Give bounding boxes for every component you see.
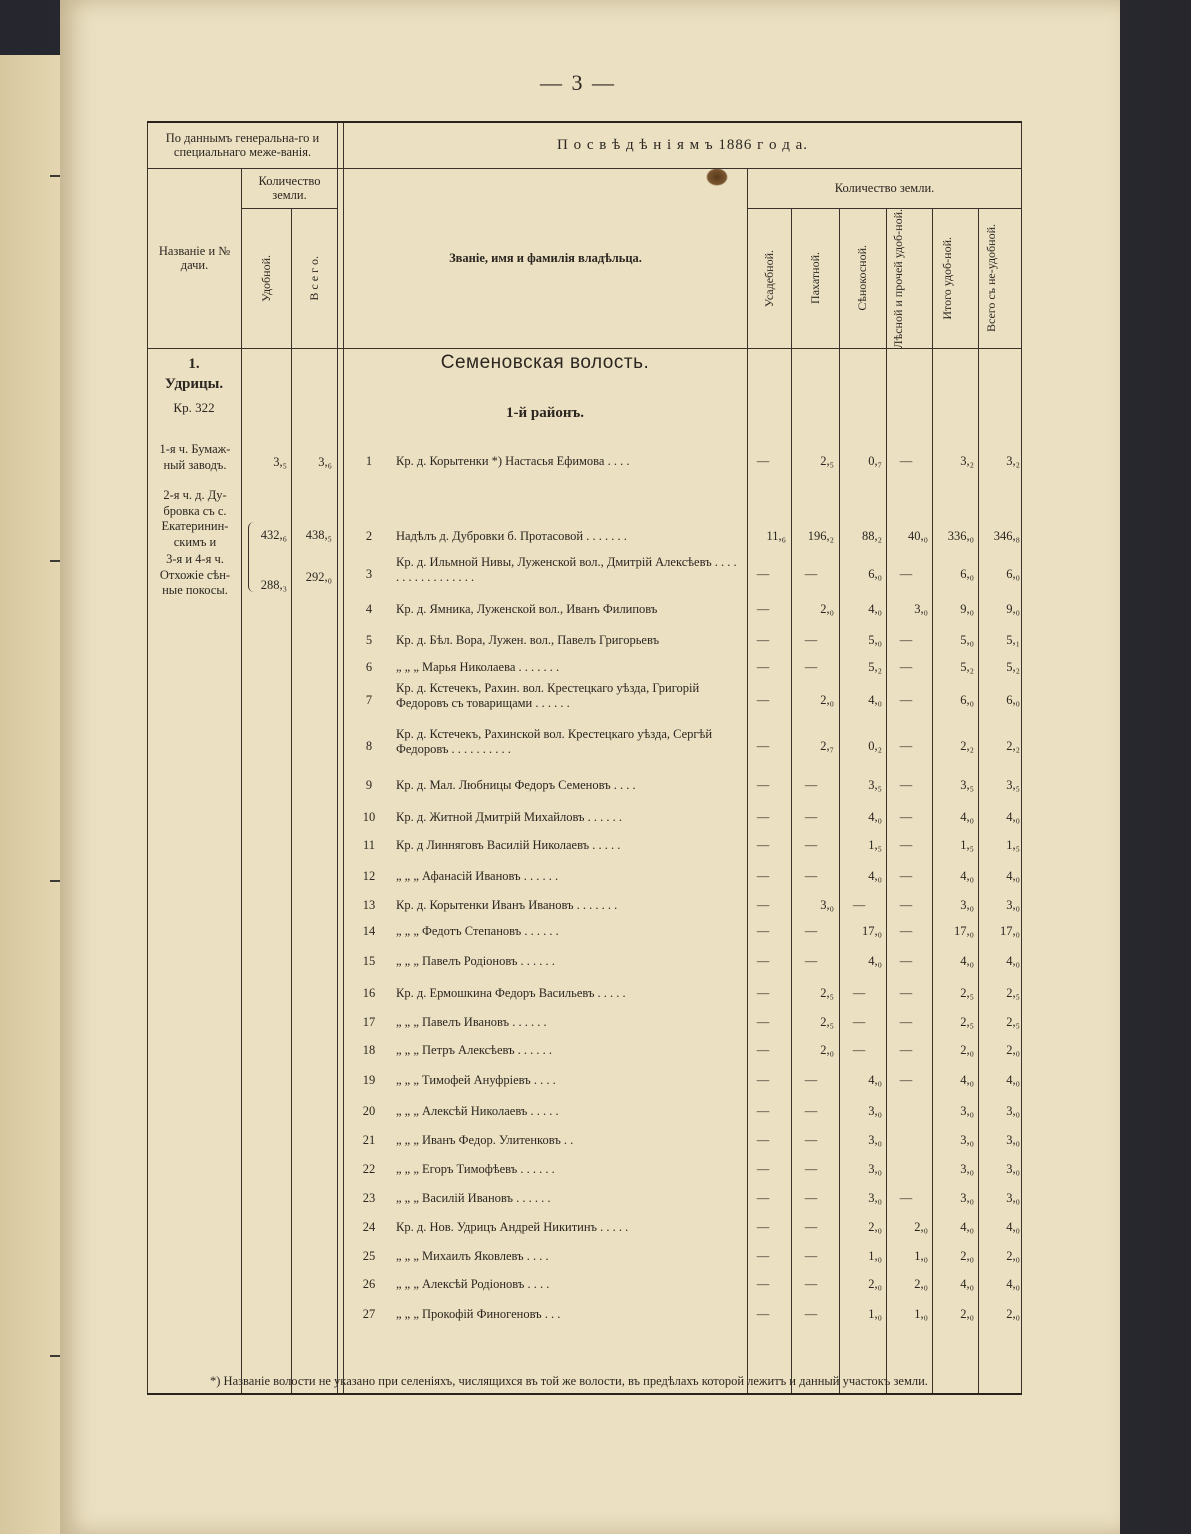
- row-value: 3,₀: [914, 602, 928, 616]
- row-value: 3,₀: [1006, 898, 1020, 912]
- row-value: —: [804, 1073, 818, 1087]
- row-value: 4,₀: [1006, 810, 1020, 824]
- row-number: 24: [362, 1220, 376, 1234]
- row-value: 4,₀: [960, 1277, 974, 1291]
- row-value: —: [804, 924, 818, 938]
- row-value: 4,₀: [868, 602, 882, 616]
- row-value: 3,₅: [868, 778, 882, 792]
- col-vsego-header: В с е г о.: [306, 255, 321, 301]
- row-number: 11: [362, 838, 376, 852]
- row-value: —: [899, 567, 913, 581]
- row-value: 4,₀: [868, 869, 882, 883]
- row-value: 4,₀: [960, 810, 974, 824]
- row-value: —: [804, 1191, 818, 1205]
- row-owner: Кр. д. Житной Дмитрій Михайловъ . . . . . .: [396, 810, 623, 824]
- row-value: —: [899, 633, 913, 647]
- row-value: —: [804, 1162, 818, 1176]
- row-value: 6,₀: [1006, 693, 1020, 707]
- footnote: *) Названіе волости не указано при селеніяхъ, числящихся въ той же волости, въ предѣлахъ которой лежитъ и данный участокъ земли.: [210, 1374, 928, 1388]
- row-value: 2,₀: [914, 1277, 928, 1291]
- row-value: —: [804, 869, 818, 883]
- row-owner: „ „ „ Павелъ Родіоновъ . . . . . .: [396, 954, 555, 968]
- row-owner: Надѣлъ д. Дубровки б. Протасовой . . . . . . .: [396, 529, 627, 543]
- dacha-number: 1.: [188, 356, 200, 372]
- row-value: —: [899, 838, 913, 852]
- row-number: 18: [362, 1043, 376, 1057]
- row-value: —: [899, 660, 913, 674]
- row-value: 196,₂: [807, 529, 834, 543]
- row-value: —: [756, 778, 770, 792]
- row-value: 2,₀: [914, 1220, 928, 1234]
- row-owner: Кр. д. Ермошкина Федоръ Васильевъ . . . . .: [396, 986, 626, 1000]
- row-value: —: [756, 898, 770, 912]
- row-value: 6,₀: [1006, 567, 1020, 581]
- row-value: 6,₀: [868, 567, 882, 581]
- row-value: 2,₂: [960, 739, 974, 753]
- row-value: —: [756, 954, 770, 968]
- row-value: —: [852, 1043, 866, 1057]
- row-owner: „ „ „ Федотъ Степановъ . . . . . .: [396, 924, 559, 938]
- row-number: 4: [365, 602, 373, 616]
- row-value: 17,₀: [862, 924, 882, 938]
- part3-udob: 288,₃: [260, 578, 287, 592]
- row-owner: Кр. д. Мал. Любницы Федоръ Семеновъ . . . .: [396, 778, 636, 792]
- row-owner: „ „ „ Алексѣй Родіоновъ . . . .: [396, 1277, 550, 1291]
- row-value: 2,₇: [820, 739, 834, 753]
- row-value: —: [756, 602, 770, 616]
- col-qty-info-header: Количество земли.: [748, 168, 1022, 208]
- row-number: 7: [365, 693, 373, 707]
- part-3: 3-я и 4-я ч. Отхожіе сѣн-ные покосы.: [159, 552, 231, 598]
- row-value: 2,₅: [1006, 1015, 1020, 1029]
- row-value: —: [756, 1133, 770, 1147]
- row-value: 2,₅: [960, 986, 974, 1000]
- row-number: 12: [362, 869, 376, 883]
- row-value: 11,₆: [766, 529, 786, 543]
- row-value: 3,₀: [1006, 1133, 1020, 1147]
- row-value: 4,₀: [868, 810, 882, 824]
- row-value: —: [756, 1043, 770, 1057]
- row-value: 4,₀: [868, 693, 882, 707]
- row-value: —: [852, 986, 866, 1000]
- row-value: 2,₅: [960, 1015, 974, 1029]
- part1-vsego: 3,₆: [318, 455, 332, 469]
- row-owner: Кр. д. Корытенки *) Настасья Ефимова . . . .: [396, 454, 630, 468]
- row-value: —: [756, 633, 770, 647]
- row-owner: Кр. д Линняговъ Василій Николаевъ . . . . .: [396, 838, 621, 852]
- row-value: —: [804, 567, 818, 581]
- brace: [248, 522, 255, 592]
- row-number: 21: [362, 1133, 376, 1147]
- part-2: 2-я ч. д. Ду-бровка съ с. Екатеринин-скимъ и: [161, 488, 229, 549]
- sub-col-header: Лѣсной и прочей удоб-ной.: [890, 208, 905, 348]
- row-owner: Кр. д. Корытенки Иванъ Ивановъ . . . . . . .: [396, 898, 618, 912]
- part-1: 1-я ч. Бумаж-ный заводъ.: [159, 442, 231, 472]
- row-value: 1,₅: [868, 838, 882, 852]
- survey-header: По даннымъ генеральна-го и специальнаго меже-ванія.: [148, 122, 338, 168]
- row-value: —: [899, 454, 913, 468]
- row-number: 6: [365, 660, 373, 674]
- row-number: 3: [365, 567, 373, 581]
- row-value: 2,₀: [820, 693, 834, 707]
- row-value: —: [756, 838, 770, 852]
- row-number: 25: [362, 1249, 376, 1263]
- row-number: 15: [362, 954, 376, 968]
- row-value: —: [899, 693, 913, 707]
- row-value: 2,₀: [1006, 1043, 1020, 1057]
- row-value: 5,₀: [868, 633, 882, 647]
- row-value: —: [756, 454, 770, 468]
- row-value: 2,₀: [868, 1277, 882, 1291]
- row-value: 6,₀: [960, 567, 974, 581]
- row-owner: „ „ „ Иванъ Федор. Улитенковъ . .: [396, 1133, 574, 1147]
- row-value: 4,₀: [960, 869, 974, 883]
- row-value: 1,₀: [914, 1249, 928, 1263]
- row-value: 1,₀: [868, 1249, 882, 1263]
- col-name-header: Названіе и № дачи.: [148, 168, 242, 348]
- dacha-info: [147, 355, 241, 417]
- row-value: 3,₀: [960, 1133, 974, 1147]
- row-value: 0,₂: [868, 739, 882, 753]
- info-header: П о с в ѣ д ѣ н і я м ъ 1886 г о д а.: [344, 122, 1022, 168]
- row-value: —: [756, 1162, 770, 1176]
- row-value: 2,₅: [820, 454, 834, 468]
- row-owner: Кр. д. Ильмной Нивы, Луженской вол., Дмитрій Алексѣевъ . . . . . . . . . . . . . . . . .: [396, 555, 737, 584]
- row-value: —: [756, 1307, 770, 1321]
- row-value: —: [899, 739, 913, 753]
- row-value: —: [756, 1277, 770, 1291]
- row-value: 88,₂: [862, 529, 882, 543]
- row-value: 4,₀: [1006, 869, 1020, 883]
- row-value: —: [899, 810, 913, 824]
- row-value: 5,₀: [960, 633, 974, 647]
- row-value: —: [756, 986, 770, 1000]
- row-value: 3,₀: [1006, 1191, 1020, 1205]
- part3-vsego: 292,₀: [305, 570, 332, 584]
- volost-title: Семеновская волость.: [440, 352, 650, 373]
- row-value: 3,₀: [1006, 1162, 1020, 1176]
- row-number: 16: [362, 986, 376, 1000]
- row-value: —: [899, 1043, 913, 1057]
- row-value: —: [804, 1249, 818, 1263]
- row-value: —: [756, 1220, 770, 1234]
- row-value: 2,₀: [820, 602, 834, 616]
- row-value: —: [756, 810, 770, 824]
- row-value: 2,₅: [820, 1015, 834, 1029]
- row-value: —: [899, 1191, 913, 1205]
- row-value: 4,₀: [1006, 1073, 1020, 1087]
- row-value: 1,₅: [960, 838, 974, 852]
- row-value: 2,₀: [960, 1249, 974, 1263]
- row-value: —: [756, 1104, 770, 1118]
- row-value: 5,₁: [1006, 633, 1020, 647]
- row-value: 3,₀: [960, 898, 974, 912]
- row-value: —: [899, 954, 913, 968]
- row-value: —: [899, 1073, 913, 1087]
- row-value: 2,₀: [960, 1307, 974, 1321]
- sub-col-header: Итого удоб-ной.: [939, 236, 954, 320]
- row-value: —: [756, 1249, 770, 1263]
- row-owner: „ „ „ Афанасій Ивановъ . . . . . .: [396, 869, 559, 883]
- row-number: 22: [362, 1162, 376, 1176]
- row-number: 19: [362, 1073, 376, 1087]
- row-value: 2,₀: [1006, 1307, 1020, 1321]
- row-number: 26: [362, 1277, 376, 1291]
- row-value: 4,₀: [1006, 1220, 1020, 1234]
- row-number: 13: [362, 898, 376, 912]
- row-owner: „ „ „ Егоръ Тимофѣевъ . . . . . .: [396, 1162, 555, 1176]
- sub-col-header: Сѣнокосной.: [855, 245, 870, 312]
- row-owner: „ „ „ Василій Ивановъ . . . . . .: [396, 1191, 551, 1205]
- row-value: 4,₀: [960, 1220, 974, 1234]
- row-value: 0,₇: [868, 454, 882, 468]
- row-value: 4,₀: [960, 1073, 974, 1087]
- row-value: —: [804, 810, 818, 824]
- row-value: 2,₅: [820, 986, 834, 1000]
- page-number: — 3 —: [540, 70, 616, 95]
- row-number: 27: [362, 1307, 376, 1321]
- row-value: —: [756, 693, 770, 707]
- row-value: —: [804, 1104, 818, 1118]
- row-value: —: [804, 1307, 818, 1321]
- row-owner: „ „ „ Тимофей Ануфріевъ . . . .: [396, 1073, 556, 1087]
- row-value: —: [804, 954, 818, 968]
- col-owner-header: Званіе, имя и фамилія владѣльца.: [344, 168, 748, 348]
- row-number: 2: [365, 529, 373, 543]
- row-value: —: [852, 1015, 866, 1029]
- row-value: 3,₀: [960, 1162, 974, 1176]
- row-owner: „ „ „ Павелъ Ивановъ . . . . . .: [396, 1015, 547, 1029]
- row-value: 3,₂: [1006, 454, 1020, 468]
- row-value: —: [852, 898, 866, 912]
- row-value: 2,₂: [1006, 739, 1020, 753]
- row-number: 23: [362, 1191, 376, 1205]
- row-value: 9,₀: [960, 602, 974, 616]
- row-owner: „ „ „ Петръ Алексѣевъ . . . . . .: [396, 1043, 553, 1057]
- row-value: 346,₈: [993, 529, 1020, 543]
- row-value: —: [756, 1191, 770, 1205]
- row-value: 2,₀: [1006, 1249, 1020, 1263]
- row-value: —: [899, 869, 913, 883]
- row-number: 5: [365, 633, 373, 647]
- row-value: 2,₅: [1006, 986, 1020, 1000]
- col-udobnoy-header: Удобной.: [258, 254, 273, 302]
- row-value: —: [804, 1277, 818, 1291]
- row-owner: Кр. д. Кстечекъ, Рахин. вол. Крестецкаго уѣзда, Григорій Федоровъ съ товарищами . . . . . .: [396, 681, 700, 710]
- row-value: —: [756, 567, 770, 581]
- row-number: 17: [362, 1015, 376, 1029]
- row-value: —: [804, 1133, 818, 1147]
- row-value: —: [804, 660, 818, 674]
- dacha-kr: Кр. 322: [173, 400, 215, 415]
- row-value: —: [899, 1015, 913, 1029]
- part2-vsego: 438,₅: [305, 528, 332, 542]
- row-owner: „ „ „ Марья Николаева . . . . . . .: [396, 660, 560, 674]
- row-value: 17,₀: [1000, 924, 1020, 938]
- row-value: —: [899, 924, 913, 938]
- part1-udob: 3,₅: [273, 455, 287, 469]
- row-owner: „ „ „ Алексѣй Николаевъ . . . . .: [396, 1104, 559, 1118]
- row-value: 5,₂: [868, 660, 882, 674]
- row-value: 3,₀: [1006, 1104, 1020, 1118]
- row-value: 336,₀: [947, 529, 974, 543]
- row-value: 2,₀: [868, 1220, 882, 1234]
- row-value: —: [899, 778, 913, 792]
- part2-udob: 432,₆: [260, 528, 287, 542]
- row-owner: Кр. д. Кстечекъ, Рахинской вол. Крестецкаго уѣзда, Сергѣй Федоровъ . . . . . . . . . .: [396, 727, 713, 756]
- row-owner: Кр. д. Бѣл. Вора, Лужен. вол., Павелъ Григорьевъ: [396, 633, 660, 647]
- row-value: —: [899, 898, 913, 912]
- row-value: 4,₀: [1006, 1277, 1020, 1291]
- row-value: 3,₂: [960, 454, 974, 468]
- row-value: —: [756, 660, 770, 674]
- row-value: 3,₀: [868, 1104, 882, 1118]
- row-value: 2,₀: [820, 1043, 834, 1057]
- row-value: 4,₀: [868, 1073, 882, 1087]
- row-value: —: [756, 739, 770, 753]
- row-number: 1: [365, 454, 373, 468]
- row-value: —: [804, 633, 818, 647]
- row-number: 8: [365, 739, 373, 753]
- rayon-title: 1-й районъ.: [505, 405, 584, 421]
- row-value: —: [756, 869, 770, 883]
- row-value: 5,₂: [960, 660, 974, 674]
- row-owner: „ „ „ Михаилъ Яковлевъ . . . .: [396, 1249, 549, 1263]
- row-value: 17,₀: [954, 924, 974, 938]
- row-value: 4,₀: [960, 954, 974, 968]
- row-value: 1,₀: [914, 1307, 928, 1321]
- row-value: 3,₀: [868, 1133, 882, 1147]
- sub-col-header: Всего съ не-удобной.: [984, 224, 999, 333]
- row-owner: Кр. д. Ямника, Луженской вол., Иванъ Филиповъ: [396, 602, 658, 616]
- row-value: —: [756, 924, 770, 938]
- row-value: 40,₀: [908, 529, 928, 543]
- row-value: 5,₂: [1006, 660, 1020, 674]
- row-value: —: [804, 1220, 818, 1234]
- row-value: 6,₀: [960, 693, 974, 707]
- row-value: —: [756, 1073, 770, 1087]
- row-value: 3,₅: [960, 778, 974, 792]
- row-value: 2,₀: [960, 1043, 974, 1057]
- row-value: —: [804, 778, 818, 792]
- row-value: 3,₀: [960, 1191, 974, 1205]
- row-value: 4,₀: [1006, 954, 1020, 968]
- row-value: 9,₀: [1006, 602, 1020, 616]
- sub-col-header: Пахатной.: [807, 252, 822, 305]
- row-value: 3,₀: [868, 1191, 882, 1205]
- dacha-name: Удрицы.: [164, 375, 224, 392]
- row-owner: Кр. д. Нов. Удрицъ Андрей Никитинъ . . . . .: [396, 1220, 629, 1234]
- row-value: 1,₅: [1006, 838, 1020, 852]
- row-owner: „ „ „ Прокофій Финогеновъ . . .: [396, 1307, 561, 1321]
- row-number: 9: [365, 778, 373, 792]
- row-value: —: [756, 1015, 770, 1029]
- col-qty-survey-header: Количество земли.: [242, 168, 338, 208]
- row-number: 10: [362, 810, 376, 824]
- sub-col-header: Усадебной.: [761, 249, 776, 307]
- row-value: 3,₀: [960, 1104, 974, 1118]
- row-value: —: [899, 986, 913, 1000]
- row-value: 1,₀: [868, 1307, 882, 1321]
- row-number: 14: [362, 924, 376, 938]
- row-value: 4,₀: [868, 954, 882, 968]
- row-value: —: [804, 838, 818, 852]
- row-value: 3,₀: [820, 898, 834, 912]
- row-value: 3,₀: [868, 1162, 882, 1176]
- row-number: 20: [362, 1104, 376, 1118]
- row-value: 3,₅: [1006, 778, 1020, 792]
